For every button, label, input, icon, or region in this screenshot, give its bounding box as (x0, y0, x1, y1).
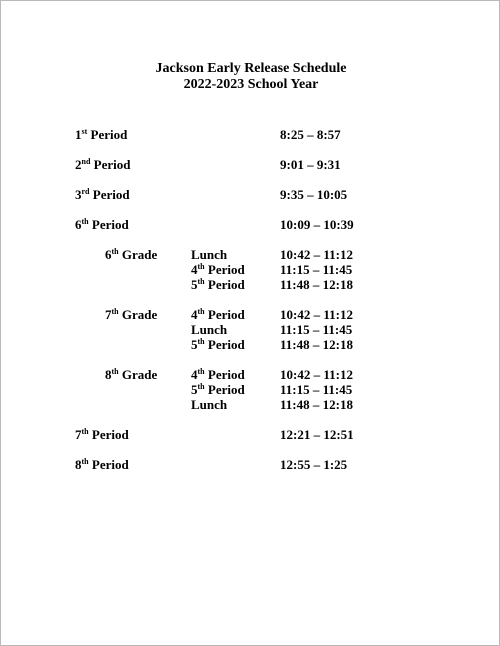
grade-8-row-3-label: Lunch (191, 397, 228, 412)
period-1-time: 8:25 – 8:57 (280, 127, 341, 142)
grade-7-row-3-label: 5th Period (191, 337, 245, 352)
grade-7-label: 7th Grade (105, 307, 158, 322)
grade-6-row-2-time: 11:15 – 11:45 (280, 262, 353, 277)
period-3-label: 3rd Period (75, 187, 130, 202)
period-2-time: 9:01 – 9:31 (280, 157, 341, 172)
period-2-label: 2nd Period (75, 157, 131, 172)
period-7-time: 12:21 – 12:51 (280, 427, 354, 442)
period-1-label: 1st Period (75, 127, 128, 142)
grade-8-row-3-time: 11:48 – 12:18 (280, 397, 353, 412)
school-year-subtitle: 2022-2023 School Year (183, 77, 319, 92)
grade-8-row-1-label: 4th Period (191, 367, 245, 382)
period-8-label: 8th Period (75, 457, 129, 472)
period-7-label: 7th Period (75, 427, 129, 442)
grade-7-row-1-time: 10:42 – 11:12 (280, 307, 353, 322)
grade-7-row-1-label: 4th Period (191, 307, 245, 322)
grade-6-row-1-label: Lunch (191, 247, 228, 262)
grade-6-row-3-time: 11:48 – 12:18 (280, 277, 353, 292)
grade-8-row-1-time: 10:42 – 11:12 (280, 367, 353, 382)
grade-7-row-2-time: 11:15 – 11:45 (280, 322, 353, 337)
schedule-title: Jackson Early Release Schedule (155, 61, 347, 76)
grade-8-label: 8th Grade (105, 367, 158, 382)
grade-8-row-2-label: 5th Period (191, 382, 245, 397)
grade-7-row-3-time: 11:48 – 12:18 (280, 337, 353, 352)
grade-7-row-2-label: Lunch (191, 322, 228, 337)
grade-6-row-3-label: 5th Period (191, 277, 245, 292)
period-8-time: 12:55 – 1:25 (280, 457, 348, 472)
period-3-time: 9:35 – 10:05 (280, 187, 348, 202)
period-6-label: 6th Period (75, 217, 129, 232)
grade-6-row-2-label: 4th Period (191, 262, 245, 277)
period-6-time: 10:09 – 10:39 (280, 217, 354, 232)
grade-8-row-2-time: 11:15 – 11:45 (280, 382, 353, 397)
grade-6-label: 6th Grade (105, 247, 158, 262)
grade-6-row-1-time: 10:42 – 11:12 (280, 247, 353, 262)
